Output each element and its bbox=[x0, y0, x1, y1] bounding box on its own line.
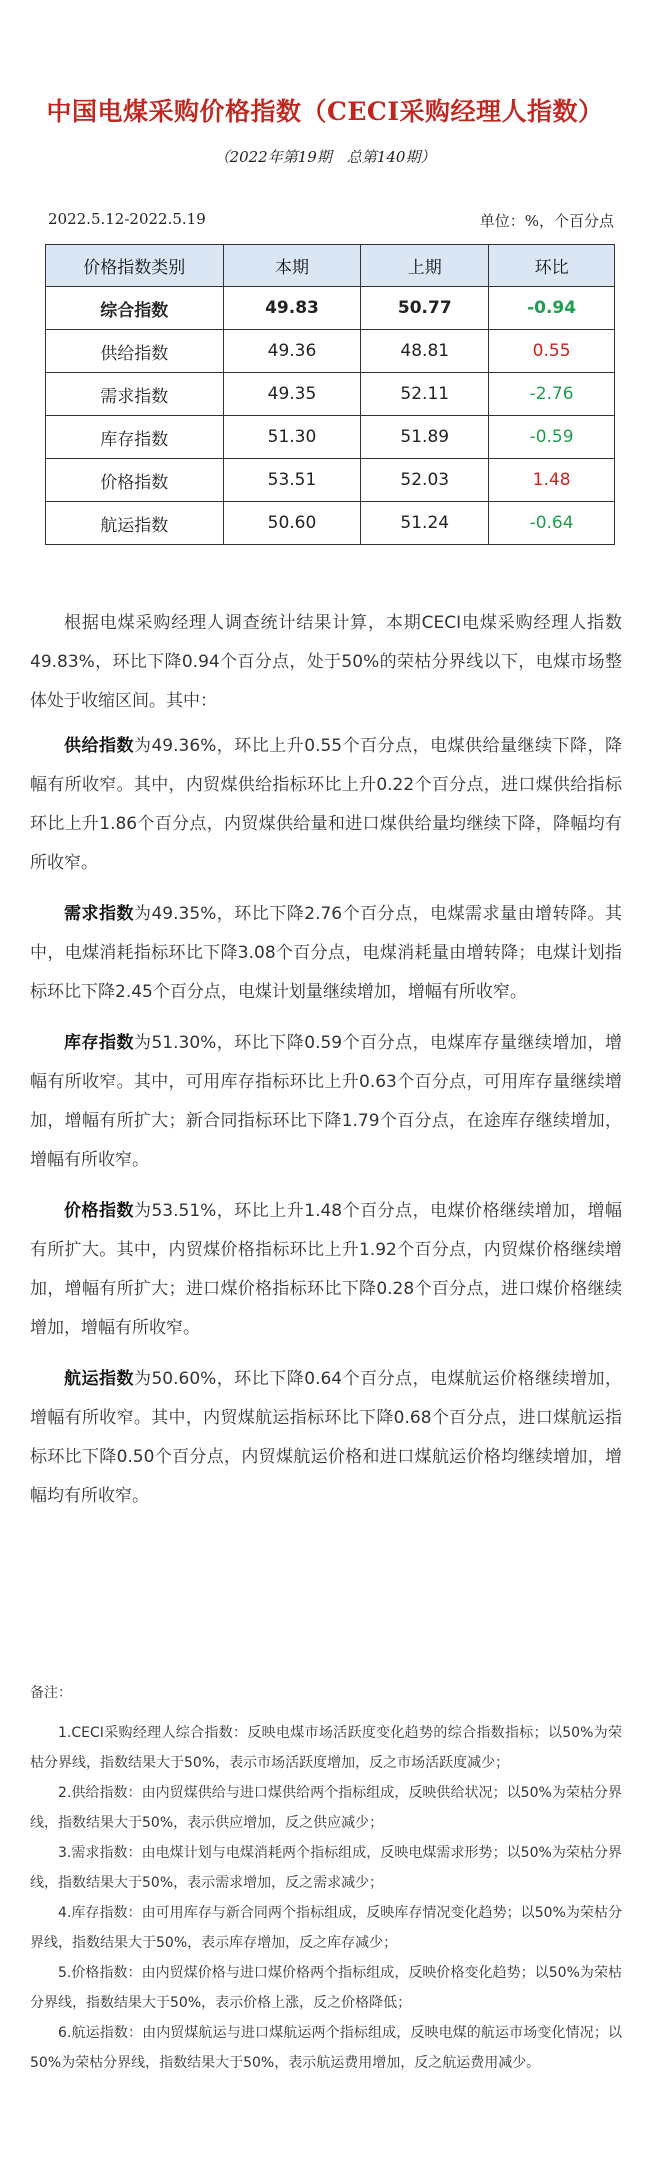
notes-section bbox=[30, 1678, 622, 2078]
category-cell: 库存指数 bbox=[46, 416, 224, 459]
category-cell: 航运指数 bbox=[46, 502, 224, 545]
change-cell: -0.59 bbox=[489, 416, 615, 459]
category-cell: 供给指数 bbox=[46, 330, 224, 373]
note-item: 5.价格指数：由内贸煤价格与进口煤价格两个指标组成，反映价格变化趋势；以50%为荣枯分界线，指数结果大于50%，表示价格上涨，反之价格降低； bbox=[30, 1965, 622, 2011]
section-text: 为50.60%，环比下降0.64个百分点，电煤航运价格继续增加，增幅有所收窄。其中，内贸煤航运指标环比下降0.68个百分点，进口煤航运指标环比下降0.50个百分点，内贸煤航运价格和进口煤航运价格均继续增加，增幅均有所收窄。 bbox=[30, 1369, 623, 1506]
previous-cell: 50.77 bbox=[361, 287, 489, 330]
document-title: 中国电煤采购价格指数（CECI采购经理人指数） bbox=[46, 97, 604, 126]
section-text: 为51.30%，环比下降0.59个百分点，电煤库存量继续增加，增幅有所收窄。其中，可用库存指标环比上升0.63个百分点，可用库存量继续增加，增幅有所扩大；新合同指标环比下降1.79个百分点，在途库存继续增加，增幅有所收窄。 bbox=[30, 1033, 623, 1170]
table-row bbox=[46, 459, 615, 502]
change-cell: -0.64 bbox=[489, 502, 615, 545]
category-cell: 综合指数 bbox=[46, 287, 224, 330]
header-current: 本期 bbox=[223, 245, 361, 287]
category-cell: 价格指数 bbox=[46, 459, 224, 502]
analysis-body bbox=[30, 604, 622, 1528]
current-cell: 49.36 bbox=[223, 330, 361, 373]
inventory-paragraph bbox=[30, 1024, 622, 1180]
shipping-paragraph bbox=[30, 1360, 622, 1516]
index-table bbox=[45, 244, 615, 545]
demand-paragraph bbox=[30, 895, 622, 1012]
category-cell: 需求指数 bbox=[46, 373, 224, 416]
previous-cell: 52.03 bbox=[361, 459, 489, 502]
note-item: 1.CECI采购经理人综合指数：反映电煤市场活跃度变化趋势的综合指数指标；以50%为荣枯分界线，指数结果大于50%，表示市场活跃度增加，反之市场活跃度减少； bbox=[30, 1725, 622, 1771]
section-text: 为53.51%，环比上升1.48个百分点，电煤价格继续增加，增幅有所扩大。其中，内贸煤价格指标环比上升1.92个百分点，内贸煤价格继续增加，增幅有所扩大；进口煤价格指标环比下降0.28个百分点，进口煤价格继续增加，增幅有所收窄。 bbox=[30, 1201, 623, 1338]
notes-label: 备注： bbox=[30, 1685, 72, 1701]
section-label: 价格指数 bbox=[64, 1201, 134, 1221]
header-change: 环比 bbox=[489, 245, 615, 287]
section-label: 需求指数 bbox=[64, 904, 134, 924]
header-category: 价格指数类别 bbox=[46, 245, 224, 287]
table-row bbox=[46, 416, 615, 459]
section-text: 为49.35%，环比下降2.76个百分点，电煤需求量由增转降。其中，电煤消耗指标环比下降3.08个百分点，电煤消耗量由增转降；电煤计划指标环比下降2.45个百分点，电煤计划量继续增加，增幅有所收窄。 bbox=[30, 904, 623, 1002]
current-cell: 49.83 bbox=[223, 287, 361, 330]
current-cell: 50.60 bbox=[223, 502, 361, 545]
section-label: 供给指数 bbox=[64, 736, 134, 756]
previous-cell: 51.89 bbox=[361, 416, 489, 459]
current-cell: 49.35 bbox=[223, 373, 361, 416]
table-row bbox=[46, 502, 615, 545]
section-label: 航运指数 bbox=[64, 1369, 134, 1389]
change-cell: 1.48 bbox=[489, 459, 615, 502]
section-label: 库存指数 bbox=[64, 1033, 134, 1053]
section-text: 为49.36%，环比上升0.55个百分点，电煤供给量继续下降，降幅有所收窄。其中，内贸煤供给指标环比上升0.22个百分点，进口煤供给指标环比上升1.86个百分点，内贸煤供给量和进口煤供给量均继续下降，降幅均有所收窄。 bbox=[30, 736, 623, 873]
previous-cell: 52.11 bbox=[361, 373, 489, 416]
summary-paragraph: 根据电煤采购经理人调查统计结果计算，本期CECI电煤采购经理人指数49.83%，环比下降0.94个百分点，处于50%的荣枯分界线以下，电煤市场整体处于收缩区间。其中： bbox=[30, 613, 622, 711]
previous-cell: 51.24 bbox=[361, 502, 489, 545]
date-range: 2022.5.12-2022.5.19 bbox=[48, 210, 206, 228]
current-cell: 51.30 bbox=[223, 416, 361, 459]
current-cell: 53.51 bbox=[223, 459, 361, 502]
change-cell: -2.76 bbox=[489, 373, 615, 416]
price-paragraph bbox=[30, 1192, 622, 1348]
table-row bbox=[46, 330, 615, 373]
note-item: 2.供给指数：由内贸煤供给与进口煤供给两个指标组成，反映供给状况；以50%为荣枯分界线，指数结果大于50%，表示供应增加，反之供应减少； bbox=[30, 1785, 622, 1831]
note-item: 3.需求指数：由电煤计划与电煤消耗两个指标组成，反映电煤需求形势；以50%为荣枯分界线，指数结果大于50%，表示需求增加，反之需求减少； bbox=[30, 1845, 622, 1891]
table-row bbox=[46, 373, 615, 416]
supply-paragraph bbox=[30, 727, 622, 883]
note-item: 6.航运指数：由内贸煤航运与进口煤航运两个指标组成，反映电煤的航运市场变化情况；以50%为荣枯分界线，指数结果大于50%，表示航运费用增加，反之航运费用减少。 bbox=[30, 2025, 622, 2071]
issue-subtitle: （2022年第19期 总第140期） bbox=[214, 148, 436, 166]
header-previous: 上期 bbox=[361, 245, 489, 287]
change-cell: -0.94 bbox=[489, 287, 615, 330]
previous-cell: 48.81 bbox=[361, 330, 489, 373]
note-item: 4.库存指数：由可用库存与新合同两个指标组成，反映库存情况变化趋势；以50%为荣枯分界线，指数结果大于50%，表示库存增加，反之库存减少； bbox=[30, 1905, 622, 1951]
table-header-row bbox=[46, 245, 615, 287]
change-cell: 0.55 bbox=[489, 330, 615, 373]
meta-row bbox=[48, 210, 614, 230]
unit-label: 单位：%，个百分点 bbox=[479, 212, 614, 230]
table-row bbox=[46, 287, 615, 330]
